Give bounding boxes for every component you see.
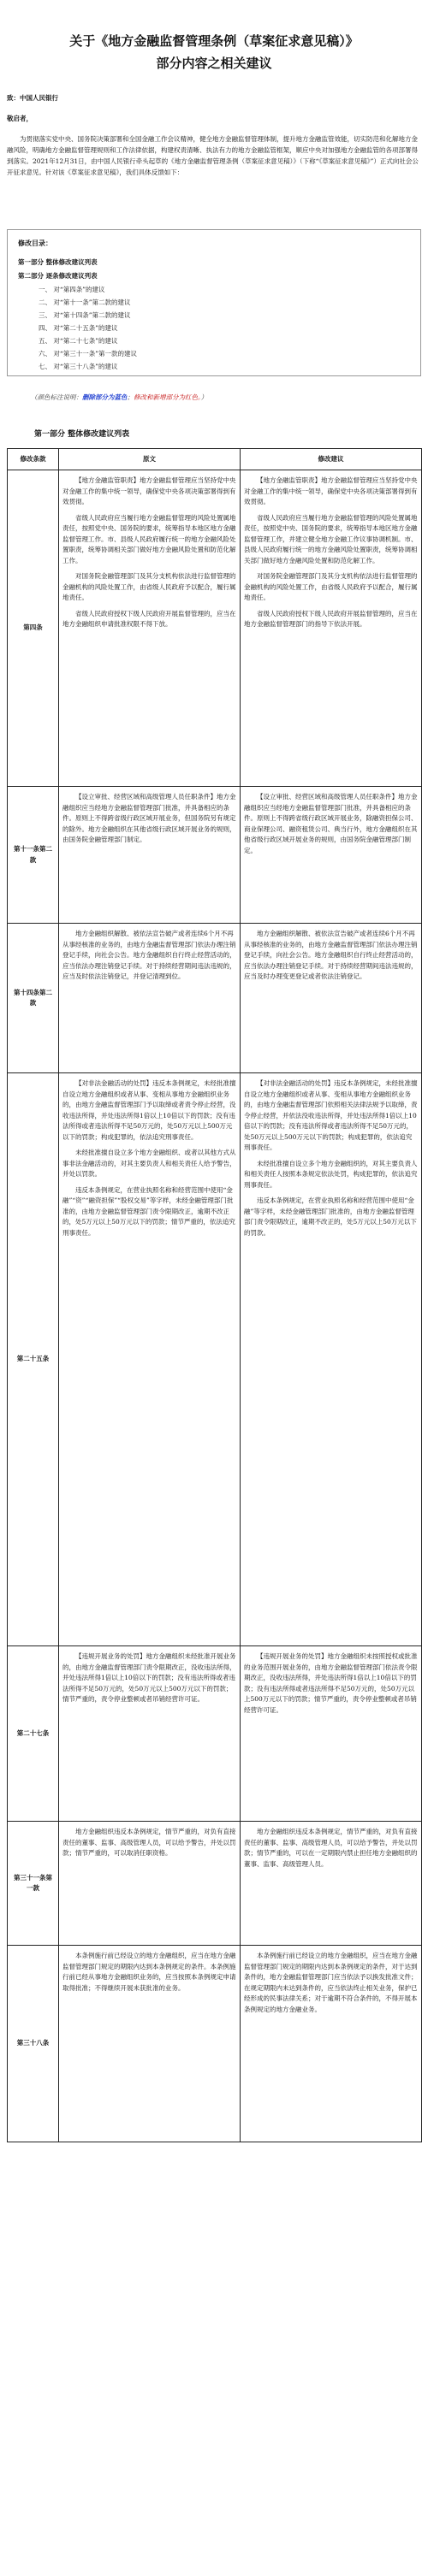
article-cell: 第十一条第二款	[8, 787, 59, 924]
paragraph: 【违规开展业务的处罚】地方金融组织未经批准开展业务的，由地方金融监督管理部门责令限期改正，没收违法所得，并处违法所得1倍以上10倍以下的罚款；没有违法所得或者违法所得不足50万元的，处50万元以上500万元以下的罚款；情节严重的，责令停业整顿或者吊销经营许可证。	[62, 1652, 236, 1703]
article-cell: 第四条	[8, 470, 59, 787]
paragraph: 未经批准擅自设立多个地方金融组织、或者以其他方式从事非法金融活动的，对其主要负责人和相关责任人给予警告，并处以罚款。	[62, 1149, 236, 1178]
table-header-row	[8, 449, 422, 470]
table-row	[8, 1946, 422, 2142]
section-1-title: 第一部分 整体修改建议列表	[34, 430, 130, 439]
paragraph: 省级人民政府应当履行地方金融监督管理的风险处置属地责任，按照党中央、国务院的要求，统筹指导本地区地方金融监督管理工作，并建立健全地方金融工作议事协调机制。市、县级人民政府履行统一的地方金融风险处置职责，统筹协调相关部门做好地方金融风险处置和防范化解工作。	[244, 513, 418, 564]
paragraph: 违反本条例规定，在营业执照名称和经营范围中使用“金融”等字样，未经金融管理部门批准的，由地方金融监督管理部门责令限期改正，逾期不改正的，处5万元以上50万元以下的罚款。	[244, 1196, 417, 1237]
recipient: 致：中国人民银行	[7, 94, 58, 102]
revision-cell	[241, 924, 422, 1073]
original-cell	[59, 470, 241, 787]
toc-item[interactable]: 七、 对“第三十八条”的建议	[39, 363, 118, 370]
paragraph: 地方金融组织违反本条例规定，情节严重的，对负有直接责任的董事、监事、高级管理人员，可以给予警告，并处以罚款；情节严重的，可以取消任职资格。	[62, 1828, 236, 1857]
paragraph: 省级人民政府应当履行地方金融监督管理的风险处置属地责任，按照党中央、国务院的要求，统筹指导本地区地方金融监督管理工作。市、县级人民政府履行统一的地方金融风险处置职责，统筹协调相关部门做好地方金融风险处置和防范化解工作。	[62, 513, 236, 564]
header-revision: 修改建议	[241, 449, 422, 470]
paragraph: 对国务院金融管理部门及其分支机构依法进行监督管理的金融机构的风险处置工作，由省级人民政府予以配合，履行属地责任。	[244, 572, 418, 601]
legend-sep: ；	[127, 393, 134, 401]
paragraph: 本条例施行前已经设立的地方金融组织，应当在地方金融监督管理部门规定的期限内达到本条例规定的条件，对于达到条件的，地方金融监督管理部门应当依法予以换发批准文件；在规定期限内未达到条件的，应当依法终止相关业务，保护已经形成的民事法律关系；对于逾期不符合条件的，不得开展本条例规定的地方金融业务。	[244, 1952, 418, 2013]
paragraph: 【对非法金融活动的处罚】违反本条例规定，未经批准擅自设立地方金融组织或者从事、变相从事地方金融组织业务的，由地方金融监督管理部门予以取缔或者责令停止经营，没收违法所得，并处违法所得1倍以上10倍以下的罚款；没有违法所得或者违法所得不足50万元的，处50万元以上500万元以下的罚款；构成犯罪的，依法追究刑事责任。	[62, 1079, 236, 1141]
paragraph: 【地方金融监管职责】地方金融监督管理应当坚持党中央对金融工作的集中统一领导，确保党中央各项决策部署得到有效贯彻。	[244, 476, 418, 505]
original-cell	[59, 787, 241, 924]
paragraph: 地方金融组织解散、被依法宣告破产或者连续6个月不再从事经核准的业务的，由地方金融监督管理部门依法办理注销登记手续，向社会公告。地方金融组织自行终止经营活动的，应当依法办理注销登记手续。对于持续经营期间违法违规的，应当及时依法注销登记，并登记清理到位。	[62, 930, 236, 980]
toc-item[interactable]: 五、 对“第二十七条”的建议	[39, 337, 118, 345]
article-cell: 第二十五条	[8, 1073, 59, 1646]
paragraph: 省级人民政府授权下级人民政府开展监督管理的，应当在地方金融组织申请批准权限不得下放。	[62, 609, 236, 628]
toc-item[interactable]: 四、 对“第二十五条”的建议	[39, 324, 118, 332]
original-cell	[59, 924, 241, 1073]
table-row	[8, 1073, 422, 1646]
article-cell: 第十四条第二款	[8, 924, 59, 1073]
paragraph: 【地方金融监管职责】地方金融监督管理应当坚持党中央对金融工作的集中统一领导，确保党中央各项决策部署得到有效贯彻。	[62, 476, 236, 505]
paragraph: 对国务院金融管理部门及其分支机构依法进行监督管理的金融机构的风险处置工作，由省级人民政府予以配合，履行属地责任。	[62, 572, 236, 601]
paragraph: 【对非法金融活动的处罚】违反本条例规定，未经批准擅自设立地方金融组织或者从事、变相从事地方金融组织业务的，由地方金融监督管理部门依照相关法律法规予以取缔，责令停止经营，并依法没收违法所得，并处违法所得1倍以上10倍以下的罚款；没有违法所得或者违法所得不足50万元的，处50万元以上500万元以下的罚款；构成犯罪的，依法追究刑事责任。	[244, 1079, 418, 1151]
revision-cell	[241, 787, 422, 924]
table-row	[8, 787, 422, 924]
legend-deleted: 删除部分为蓝色	[82, 393, 128, 401]
revision-cell	[241, 1946, 422, 2142]
intro-paragraph: 为贯彻落实党中央、国务院决策部署和全国金融工作会议精神，健全地方金融监督管理体制，提升地方金融监管效能，切实防范和化解地方金融风险，明确地方金融监督管理规则和工作法律依据，构建权责清晰、执法有力的地方金融监管框架，顺应中央对加强地方金融监管的各项部署得到落实。2021年12月31日，由中国人民银行牵头起草的《地方金融监督管理条例（草案征求意见稿）》（下称“《草案征求意见稿》”）正式向社会公开征求意见。针对该《草案征求意见稿》，我们具体反馈如下：	[7, 135, 419, 176]
paragraph: 未经批准擅自设立多个地方金融组织的，对其主要负责人和相关责任人按照本条规定依法处罚，构成犯罪的，依法追究刑事责任。	[244, 1159, 418, 1189]
revision-cell	[241, 1073, 422, 1646]
header-article: 修改条款	[8, 449, 59, 470]
toc-title: 修改目录：	[18, 239, 52, 247]
toc-item[interactable]: 六、 对“第三十一条”第一款的建议	[39, 350, 138, 357]
paragraph: 省级人民政府授权下级人民政府开展监督管理的，应当在地方金融监督管理部门的指导下依法开展。	[244, 609, 418, 628]
toc-box	[7, 229, 421, 376]
paragraph: 【设立审批、经营区域和高级管理人员任职条件】地方金融组织应当经地方金融监督管理部门批准，并具备相应的条件。原则上不得跨省级行政区域开展业务，但国务院另有规定的除外。地方金融组织在其他省级行政区域开展业务的规则，由国务院金融管理部门制定。	[62, 793, 236, 843]
article-cell: 第二十七条	[8, 1646, 59, 1822]
table-row	[8, 1822, 422, 1946]
table-row	[8, 924, 422, 1073]
legend-suffix: ）	[200, 393, 208, 401]
toc-part2[interactable]: 第二部分 逐条修改建议列表	[18, 272, 98, 280]
header-original: 原文	[59, 449, 241, 470]
article-cell: 第三十一条第一款	[8, 1822, 59, 1946]
paragraph: 【设立审批、经营区域和高级管理人员任职条件】地方金融组织应当经地方金融监督管理部门批准，并具备相应的条件。原则上不得跨省级行政区域开展业务，除融资担保公司、商业保理公司、融资租赁公司、典当行外，地方金融组织在其他省级行政区域开展业务的规则，由国务院金融管理部门制定。	[244, 793, 418, 854]
article-cell: 第三十八条	[8, 1946, 59, 2142]
toc-item[interactable]: 一、 对“第四条”的建议	[39, 286, 105, 293]
title-line-2: 部分内容之相关建议	[156, 56, 272, 71]
table-row	[8, 1646, 422, 1822]
legend-added: 修改和新增部分为红色。	[134, 393, 201, 401]
toc-part1[interactable]: 第一部分 整体修改建议列表	[18, 258, 98, 266]
paragraph: 地方金融组织解散、被依法宣告破产或者连续6个月不再从事经核准的业务的，由地方金融监督管理部门依法办理注销登记手续，向社会公告。地方金融组织自行终止经营活动的，应当依法办理注销登记手续。对于持续经营期间违法违规的，应当及时办理变更登记或者依法注销登记。	[244, 930, 418, 980]
table-row	[8, 470, 422, 787]
toc-item[interactable]: 三、 对“第十四条”第二款的建议	[39, 311, 131, 319]
legend-prefix: （颜色标注说明：	[31, 393, 82, 401]
original-cell	[59, 1946, 241, 2142]
paragraph: 违反本条例规定，在营业执照名称和经营范围中使用“金融”“资”“融资担保”“股权交易”等字样，未经金融管理部门批准的，由地方金融监督管理部门责令限期改正，逾期不改正的，处5万元以上50万元以下的罚款；情节严重的，依法追究刑事责任。	[62, 1185, 235, 1237]
paragraph: 本条例施行前已经设立的地方金融组织，应当在地方金融监督管理部门规定的期限内达到本条例规定的条件。本条例施行前已经从事地方金融组织业务的，应当按照本条例规定申请取得批准；不得继续开展未获批准的业务。	[62, 1952, 236, 1992]
revision-table	[7, 448, 422, 2142]
original-cell	[59, 1646, 241, 1822]
color-legend	[31, 393, 207, 402]
paragraph: 【违规开展业务的处罚】地方金融组织未按照授权或批准的业务范围开展业务的，由地方金融监督管理部门依法责令限期改正，没收违法所得，并处违法所得1倍以上10倍以下的罚款；没有违法所得或者违法所得不足50万元的，处50万元以上500万元以下的罚款；情节严重的，责令停业整顿或者吊销经营许可证。	[244, 1652, 418, 1714]
paragraph: 地方金融组织违反本条例规定，情节严重的，对负有直接责任的董事、监事、高级管理人员，可以给予警告，并处以罚款；情节严重的，可以在一定期限内禁止担任地方金融组织的董事、监事、高级管理人员。	[244, 1828, 418, 1868]
greeting: 敬启者，	[7, 115, 33, 122]
revision-cell	[241, 1646, 422, 1822]
title-line-1: 关于《地方金融监督管理条例（草案征求意见稿）》	[69, 33, 359, 49]
revision-cell	[241, 1822, 422, 1946]
toc-item[interactable]: 二、 对“第十一条”第二款的建议	[39, 298, 131, 306]
original-cell	[59, 1822, 241, 1946]
original-cell	[59, 1073, 241, 1646]
revision-cell	[241, 470, 422, 787]
